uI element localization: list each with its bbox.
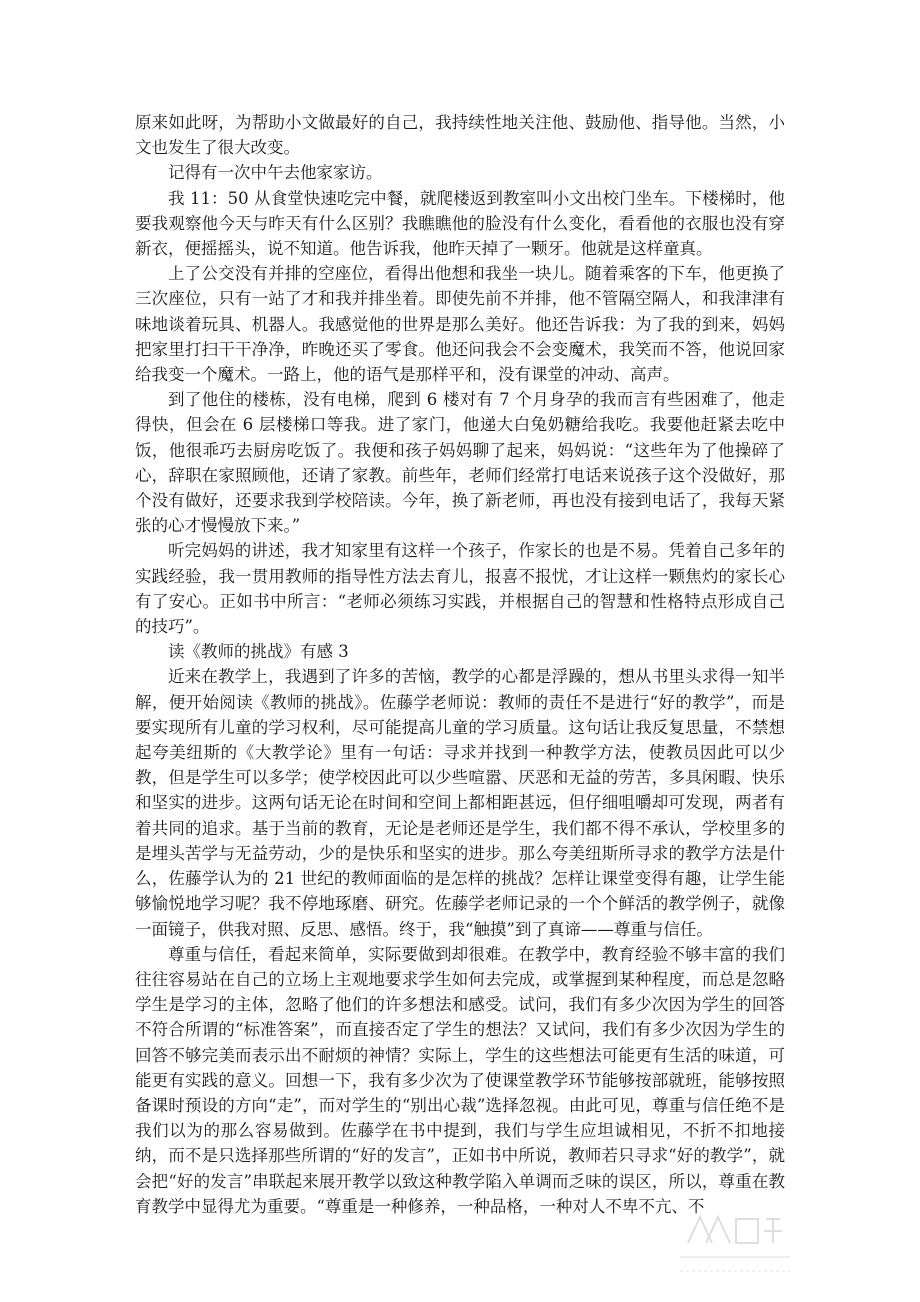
paragraph-9: 尊重与信任，看起来简单，实际要做到却很难。在教学中，教育经验不够丰富的我们往往容易站在自己的立场上主观地要求学生如何去完成，或掌握到某种程度，而总是忽略学生是学习的主体，忽略了他们的许多想法和感受。试问，我们有多少次因为学生的回答不符合所谓的“标准答案”，而直接否定了学生的想法？又试问，我们有多少次因为学生的回答不够完美而表示出不耐烦的神情？实际上，学生的这些想法可能更有生活的味道，可能更有实践的意义。回想一下，我有多少次为了使课堂教学环节能够按部就班，能够按照备课时预设的方向“走”，而对学生的“别出心裁”选择忽视。由此可见，尊重与信任绝不是我们以为的那么容易做到。佐藤学在书中提到，我们与学生应坦诚相见，不折不扣地接纳，而不是只选择那些所谓的“好的发言”，正如书中所说，教师若只寻求“好的教学”，就会把“好的发言”串联起来展开教学以致这种教学陷入单调而乏味的误区，所以，尊重在教育教学中显得尤为重要。“尊重是一种修养，一种品格，一种对人不卑不亢、不 xyxy=(135,944,785,1216)
paragraph-1: 原来如此呀，为帮助小文做最好的自己，我持续性地关注他、鼓励他、指导他。当然，小文也发生了很大改变。 xyxy=(135,113,785,158)
paragraph-3: 我 11：50 从食堂快速吃完中餐，就爬楼返到教室叫小文出校门坐车。下楼梯时，他要我观察他今天与昨天有什么区别？我瞧瞧他的脸没有什么变化，看看他的衣服也没有穿新衣，便摇摇头，说不知道。他告诉我，他昨天掉了一颗牙。他就是这样童真。 xyxy=(135,188,785,259)
paragraph-8: 近来在教学上，我遇到了许多的苦恼，教学的心都是浮躁的，想从书里头求得一知半解，便开始阅读《教师的挑战》。佐藤学老师说：教师的责任不是进行“好的教学”，而是要实现所有儿童的学习权利，尽可能提高儿童的学习质量。这句话让我反复思量，不禁想起夸美纽斯的《大教学论》里有一句话：寻求并找到一种教学方法，使教员因此可以少教，但是学生可以多学；使学校因此可以少些喧嚣、厌恶和无益的劳苦，多具闲暇、快乐和坚实的进步。这两句话无论在时间和空间上都相距甚远，但仔细咀嚼却可发现，两者有着共同的追求。基于当前的教育，无论是老师还是学生，我们都不得不承认，学校里多的是埋头苦学与无益劳动，少的是快乐和坚实的进步。那么夸美纽斯所寻求的教学方法是什么，佐藤学认为的 21 世纪的教师面临的是怎样的挑战？怎样让课堂变得有趣，让学生能够愉悦地学习呢？我不停地琢磨、研究。佐藤学老师记录的一个个鲜活的教学例子，就像一面镜子，供我对照、反思、感悟。终于，我“触摸”到了真谛——尊重与信任。 xyxy=(135,667,785,939)
section-heading: 读《教师的挑战》有感 3 xyxy=(168,642,349,662)
watermark-logo xyxy=(670,1195,800,1285)
paragraph-4: 上了公交没有并排的空座位，看得出他想和我坐一块儿。随着乘客的下车，他更换了三次座位，只有一站了才和我并排坐着。即使先前不并排，他不管隔空隔人，和我津津有味地谈着玩具、机器人。我感觉他的世界是那么美好。他还告诉我：为了我的到来，妈妈把家里打扫干干净净，昨晚还买了零食。他还问我会不会变魔术，我笑而不答，他说回家给我变一个魔术。一路上，他的语气是那样平和，没有课堂的冲动、高声。 xyxy=(135,264,785,385)
watermark-logo-icon xyxy=(670,1195,800,1285)
paragraph-5: 到了他住的楼栋，没有电梯，爬到 6 楼对有 7 个月身孕的我而言有些困难了，他走得快，但会在 6 层楼梯口等我。进了家门，他递大白兔奶糖给我吃。我要他赶紧去吃中饭，他很乖巧去厨房吃饭了。我便和孩子妈妈聊了起来，妈妈说：“这些年为了他操碎了心，辞职在家照顾他，还请了家教。前些年，老师们经常打电话来说孩子这个没做好，那个没有做好，还要求我到学校陪读。今年，换了新老师，再也没有接到电话了，我每天紧张的心才慢慢放下来。” xyxy=(135,390,785,536)
paragraph-6: 听完妈妈的讲述，我才知家里有这样一个孩子，作家长的也是不易。凭着自己多年的实践经验，我一贯用教师的指导性方法去育儿，报喜不报忧，才让这样一颗焦灼的家长心有了安心。正如书中所言：“老师必须练习实践，并根据自己的智慧和性格特点形成自己的技巧”。 xyxy=(135,541,785,637)
document-body xyxy=(135,110,785,1219)
paragraph-2: 记得有一次中午去他家家访。 xyxy=(168,163,383,183)
